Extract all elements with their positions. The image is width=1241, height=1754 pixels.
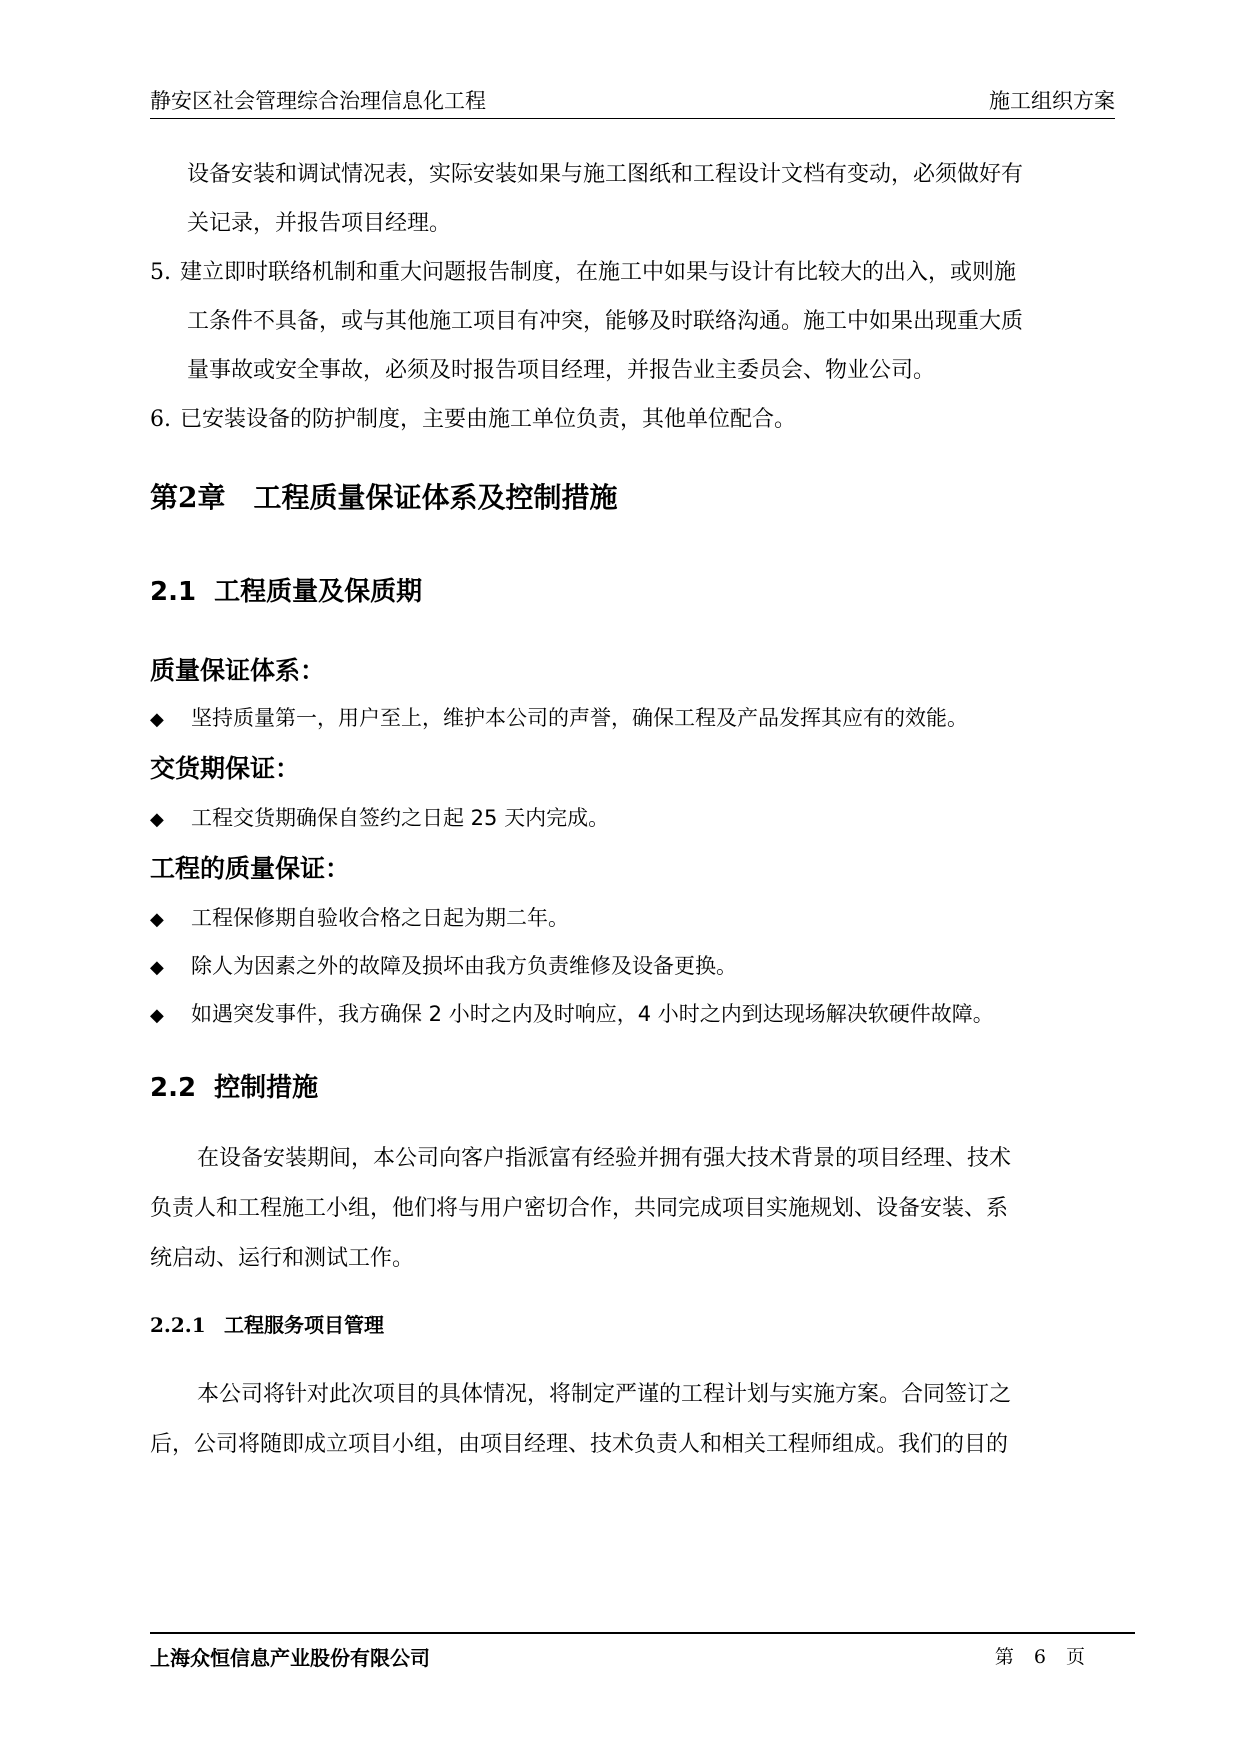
list-item-text: 已安装设备的防护制度，主要由施工单位负责，其他单位配合。 bbox=[180, 407, 797, 432]
list-number: 5. bbox=[150, 260, 171, 285]
paragraph-line: 负责人和工程施工小组，他们将与用户密切合作，共同完成项目实施规划、设备安装、系 bbox=[150, 1196, 1009, 1221]
bullet-item bbox=[150, 802, 1120, 836]
list-item-text: 建立即时联络机制和重大问题报告制度，在施工中如果与设计有比较大的出入，或则施 bbox=[180, 260, 1017, 285]
paragraph-service-management bbox=[150, 1370, 1120, 1470]
paragraph-control-measures bbox=[150, 1134, 1120, 1284]
bullet-item bbox=[150, 702, 1120, 736]
bullet-text: 坚持质量第一，用户至上，维护本公司的声誉，确保工程及产品发挥其应有的效能。 bbox=[191, 706, 968, 730]
continued-text-line: 设备安装和调试情况表，实际安装如果与施工图纸和工程设计文档有变动，必须做好有 bbox=[187, 162, 1024, 187]
diamond-bullet-icon: ◆ bbox=[150, 1005, 164, 1026]
bullet-item bbox=[150, 902, 1120, 936]
section-number: 2.2.1 bbox=[150, 1313, 206, 1337]
chapter-title: 工程质量保证体系及控制措施 bbox=[253, 481, 618, 514]
list-number: 6. bbox=[150, 407, 171, 432]
page-footer bbox=[150, 1632, 1135, 1674]
diamond-bullet-icon: ◆ bbox=[150, 809, 164, 830]
section-heading-2-2 bbox=[150, 1070, 1120, 1106]
subheading-quality-system: 质量保证体系： bbox=[150, 656, 326, 685]
bullet-text: 工程交货期确保自签约之日起 25 天内完成。 bbox=[191, 806, 610, 830]
diamond-bullet-icon: ◆ bbox=[150, 709, 164, 730]
list-item-text-line: 工条件不具备，或与其他施工项目有冲突，能够及时联络沟通。施工中如果出现重大质 bbox=[187, 309, 1024, 334]
paragraph-line: 统启动、运行和测试工作。 bbox=[150, 1246, 415, 1271]
page-prefix: 第 bbox=[994, 1646, 1014, 1668]
bullet-text: 工程保修期自验收合格之日起为期二年。 bbox=[191, 906, 569, 930]
bullet-item bbox=[150, 950, 1120, 984]
list-item-6 bbox=[150, 395, 1120, 444]
page-header bbox=[150, 88, 1115, 119]
section-number: 2.1 bbox=[150, 577, 197, 607]
section-title: 控制措施 bbox=[214, 1073, 319, 1103]
section-title: 工程质量及保质期 bbox=[214, 577, 423, 607]
chapter-number: 第2章 bbox=[150, 481, 226, 514]
continued-text-line: 关记录，并报告项目经理。 bbox=[187, 211, 452, 236]
chapter-heading bbox=[150, 478, 1120, 518]
diamond-bullet-icon: ◆ bbox=[150, 957, 164, 978]
page-number bbox=[985, 1642, 1095, 1669]
bullet-text: 除人为因素之外的故障及损坏由我方负责维修及设备更换。 bbox=[191, 954, 737, 978]
section-number: 2.2 bbox=[150, 1073, 197, 1103]
subheading-project-quality: 工程的质量保证： bbox=[150, 854, 351, 883]
list-item-text-line: 量事故或安全事故，必须及时报告项目经理，并报告业主委员会、物业公司。 bbox=[187, 358, 936, 383]
paragraph-line: 本公司将针对此次项目的具体情况，将制定严谨的工程计划与实施方案。合同签订之 bbox=[197, 1382, 1012, 1407]
paragraph-line: 后，公司将随即成立项目小组，由项目经理、技术负责人和相关工程师组成。我们的目的 bbox=[150, 1432, 1009, 1457]
subheading-delivery: 交货期保证： bbox=[150, 754, 301, 783]
list-item-5 bbox=[150, 248, 1120, 297]
page-body bbox=[150, 150, 1120, 1470]
section-heading-2-2-1 bbox=[150, 1310, 1120, 1340]
bullet-text: 如遇突发事件，我方确保 2 小时之内及时响应，4 小时之内到达现场解决软硬件故障。 bbox=[191, 1002, 994, 1026]
page-suffix: 页 bbox=[1065, 1646, 1085, 1668]
diamond-bullet-icon: ◆ bbox=[150, 909, 164, 930]
header-document-type: 施工组织方案 bbox=[989, 89, 1115, 113]
section-heading-2-1 bbox=[150, 574, 1120, 610]
section-title: 工程服务项目管理 bbox=[224, 1313, 384, 1337]
bullet-item bbox=[150, 998, 1120, 1032]
header-project-title: 静安区社会管理综合治理信息化工程 bbox=[150, 89, 486, 113]
footer-company-name: 上海众恒信息产业股份有限公司 bbox=[150, 1646, 430, 1670]
paragraph-line: 在设备安装期间，本公司向客户指派富有经验并拥有强大技术背景的项目经理、技术 bbox=[197, 1146, 1012, 1171]
page-number-value: 6 bbox=[1033, 1646, 1046, 1668]
